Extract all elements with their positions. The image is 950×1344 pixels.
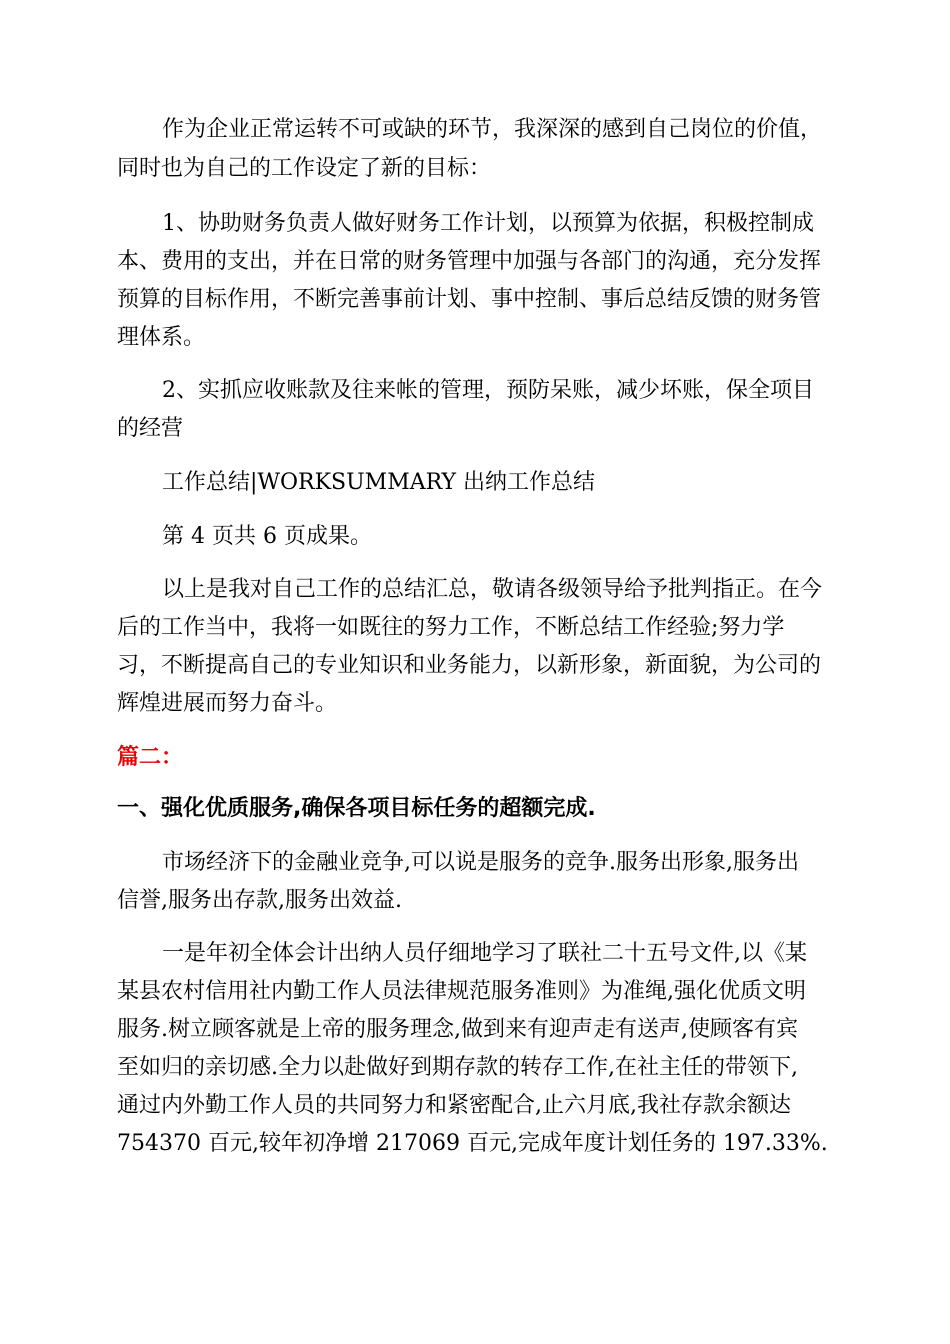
paragraph-line: 至如归的亲切感.全力以赴做好到期存款的转存工作,在社主任的带领下,	[117, 1055, 798, 1080]
paragraph-line: 2、实抓应收账款及往来帐的管理，预防呆账，减少坏账，保全项目	[162, 378, 814, 403]
page-number-line: 第 4 页共 6 页成果。	[162, 524, 372, 549]
paragraph-line: 后的工作当中，我将一如既往的努力工作，不断总结工作经验;努力学	[117, 615, 785, 640]
paragraph-line: 通过内外勤工作人员的共同努力和紧密配合,止六月底,我社存款余额达	[117, 1093, 791, 1118]
paragraph-line: 1、协助财务负责人做好财务工作计划，以预算为依据，积极控制成	[162, 211, 814, 236]
paragraph-line: 754370 百元,较年初净增 217069 百元,完成年度计划任务的 197.33%.	[117, 1131, 828, 1156]
paragraph-line: 的经营	[117, 416, 184, 441]
paragraph-line: 同时也为自己的工作设定了新的目标：	[117, 156, 492, 181]
paragraph-line: 一是年初全体会计出纳人员仔细地学习了联社二十五号文件,以《某	[162, 941, 807, 966]
paragraph-line: 习，不断提高自己的专业知识和业务能力，以新形象，新面貌，为公司的	[117, 653, 822, 678]
header-line: 工作总结|WORKSUMMARY 出纳工作总结	[162, 470, 596, 495]
paragraph-line: 辉煌进展而努力奋斗。	[117, 691, 338, 716]
paragraph-line: 某县农村信用社内勤工作人员法律规范服务准则》为准绳,强化优质文明	[117, 979, 806, 1004]
section-title: 篇二：	[117, 745, 184, 770]
paragraph-line: 市场经济下的金融业竞争,可以说是服务的竞争.服务出形象,服务出	[162, 850, 799, 875]
paragraph-line: 理体系。	[117, 325, 206, 350]
paragraph-line: 信誉,服务出存款,服务出效益.	[117, 888, 402, 913]
paragraph-line: 服务.树立顾客就是上帝的服务理念,做到来有迎声走有送声,使顾客有宾	[117, 1017, 798, 1042]
paragraph-line: 本、费用的支出，并在日常的财务管理中加强与各部门的沟通，充分发挥	[117, 249, 822, 274]
paragraph-line: 作为企业正常运转不可或缺的环节，我深深的感到自己岗位的价值，	[162, 117, 823, 142]
subheading: 一、强化优质服务,确保各项目标任务的超额完成.	[117, 796, 596, 821]
paragraph-line: 预算的目标作用，不断完善事前计划、事中控制、事后总结反馈的财务管	[117, 287, 822, 312]
paragraph-line: 以上是我对自己工作的总结汇总，敬请各级领导给予批判指正。在今	[162, 577, 823, 602]
